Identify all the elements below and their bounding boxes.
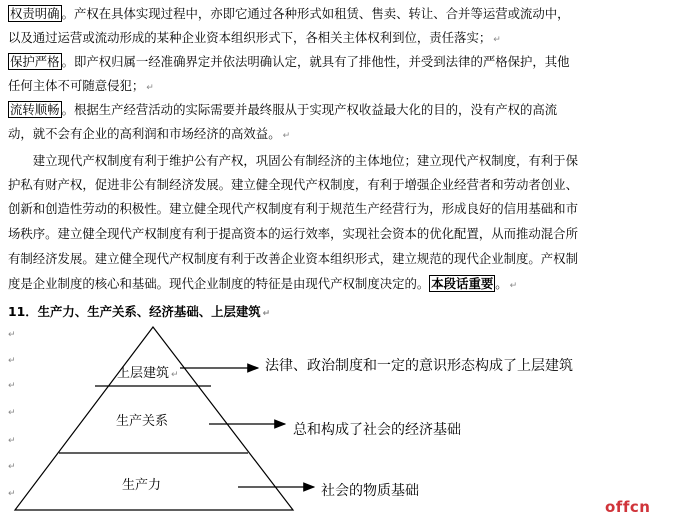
paragraph-4-line-2: 护私有财产权，促进非公有制经济发展。建立健全现代产权制度，有利于增强企业经营者和劳动者创业、 bbox=[8, 177, 578, 192]
paragraph-4-line-5: 有制经济发展。建立健全现代产权制度有利于改善企业资本组织形式，建立规范的现代企业制度。产权制 bbox=[8, 251, 578, 266]
description-relations: 总和构成了社会的经济基础 bbox=[293, 422, 461, 438]
empty-paragraph-mark: ↵ bbox=[8, 462, 16, 472]
empty-paragraph-mark: ↵ bbox=[8, 330, 16, 340]
paragraph-text: 。产权在具体实现过程中，亦即它通过各种形式如租赁、售卖、转让、合并等运营或流动中， bbox=[61, 6, 570, 21]
empty-paragraph-mark: ↵ bbox=[8, 356, 16, 366]
paragraph-mark: ↵ bbox=[282, 131, 291, 141]
paragraph-mark: ↵ bbox=[493, 35, 501, 45]
paragraph-text: 度是企业制度的核心和基础。现代企业制度的特征是由现代产权制度决定的。 bbox=[8, 276, 430, 291]
description-productivity: 社会的物质基础 bbox=[321, 483, 419, 499]
empty-paragraph-mark: ↵ bbox=[8, 408, 16, 418]
term-box-liuzhuan: 流转顺畅 bbox=[10, 102, 60, 117]
paragraph-4-line-3: 创新和创造性劳动的积极性。建立健全现代产权制度有利于规范生产经营行为，形成良好的信用基础和市 bbox=[8, 201, 578, 216]
paragraph-4-line-4: 场秩序。建立健全现代产权制度有利于提高资本的运行效率，实现社会资本的优化配置，从而推动混合所 bbox=[8, 226, 578, 241]
offcn-logo: offcn bbox=[605, 498, 651, 516]
layer-label-productivity: 生产力 bbox=[122, 478, 162, 493]
term-box-quanze: 权责明确 bbox=[10, 6, 60, 21]
paragraph-4-line-1: 建立现代产权制度有利于维护公有产权，巩固公有制经济的主体地位；建立现代产权制度，有利于保 bbox=[8, 153, 578, 168]
layer-label-superstructure bbox=[117, 366, 179, 383]
paragraph-text: 任何主体不可随意侵犯； bbox=[8, 78, 145, 93]
empty-paragraph-mark: ↵ bbox=[8, 489, 16, 499]
layer-label-relations: 生产关系 bbox=[116, 414, 169, 429]
description-superstructure: 法律、政治制度和一定的意识形态构成了上层建筑 bbox=[265, 358, 573, 374]
empty-paragraph-mark: ↵ bbox=[8, 381, 16, 391]
layer-label-text: 上层建筑 bbox=[117, 366, 170, 381]
paragraph-mark: ↵ bbox=[146, 83, 154, 93]
emphasis-box: 本段话重要 bbox=[431, 276, 494, 291]
paragraph-text: 。根据生产经营活动的实际需要并最终服从于实现产权收益最大化的目的，没有产权的高流 bbox=[61, 102, 558, 117]
paragraph-text: 。 bbox=[495, 276, 508, 291]
term-box-baohu: 保护严格 bbox=[10, 54, 60, 69]
empty-paragraph-mark: ↵ bbox=[8, 436, 16, 446]
paragraph-mark: ↵ bbox=[171, 370, 179, 380]
paragraph-text: 动，就不会有企业的高利润和市场经济的高效益。 bbox=[8, 126, 281, 141]
paragraph-mark: ↵ bbox=[262, 309, 271, 319]
paragraph-mark: ↵ bbox=[509, 281, 518, 291]
paragraph-text: 。即产权归属一经准确界定并依法明确认定，就具有了排他性，并受到法律的严格保护，其他 bbox=[61, 54, 570, 69]
section-heading-text: 11．生产力、生产关系、经济基础、上层建筑 bbox=[8, 304, 261, 319]
paragraph-text: 以及通过运营或流动形成的某种企业资本组织形式下，各相关主体权利到位，责任落实； bbox=[8, 30, 492, 45]
